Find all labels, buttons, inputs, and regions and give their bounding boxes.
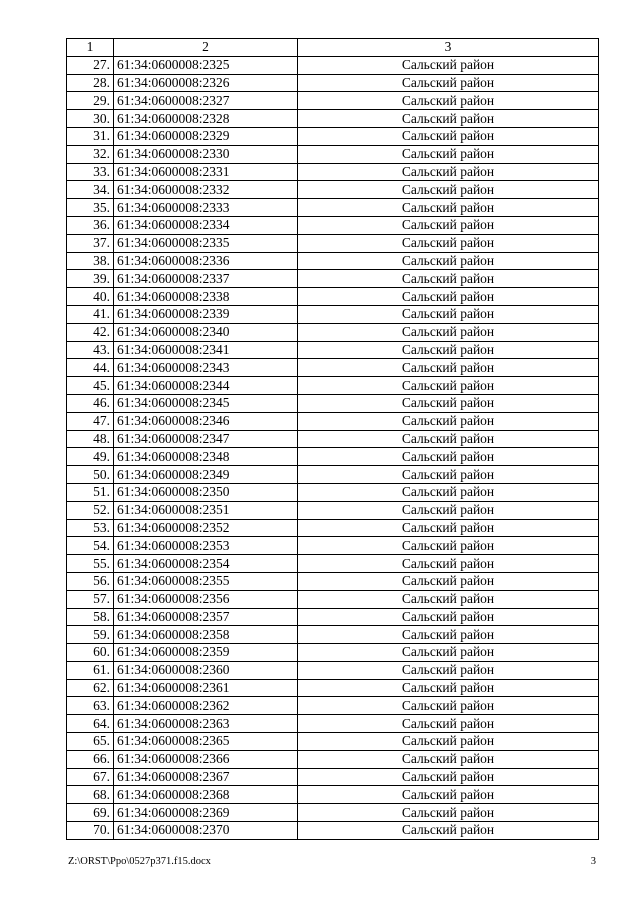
footer-file-path: Z:\ORST\Ppo\0527p371.f15.docx [68,856,211,867]
table-row [67,181,599,199]
cadastral-number: 61:34:0600008:2359 [114,644,298,662]
table-row [67,216,599,234]
header-col-3: 3 [298,39,599,57]
table-row [67,56,599,74]
region-name: Сальский район [298,715,599,733]
cadastral-number: 61:34:0600008:2353 [114,537,298,555]
cadastral-number: 61:34:0600008:2336 [114,252,298,270]
cadastral-number: 61:34:0600008:2327 [114,92,298,110]
region-name: Сальский район [298,822,599,840]
table-row [67,715,599,733]
header-col-2: 2 [114,39,298,57]
row-number: 51. [67,483,114,501]
region-name: Сальский район [298,163,599,181]
region-name: Сальский район [298,412,599,430]
table-row [67,234,599,252]
region-name: Сальский район [298,448,599,466]
cadastral-number: 61:34:0600008:2352 [114,519,298,537]
row-number: 58. [67,608,114,626]
region-name: Сальский район [298,626,599,644]
region-name: Сальский район [298,661,599,679]
table-row [67,199,599,217]
region-name: Сальский район [298,537,599,555]
table-row [67,679,599,697]
region-name: Сальский район [298,234,599,252]
region-name: Сальский район [298,341,599,359]
cadastral-number: 61:34:0600008:2358 [114,626,298,644]
header-row [67,39,599,57]
row-number: 29. [67,92,114,110]
cadastral-number: 61:34:0600008:2365 [114,733,298,751]
row-number: 68. [67,786,114,804]
cadastral-number: 61:34:0600008:2332 [114,181,298,199]
cadastral-number: 61:34:0600008:2333 [114,199,298,217]
cadastral-number: 61:34:0600008:2354 [114,555,298,573]
region-name: Сальский район [298,644,599,662]
table-row [67,466,599,484]
region-name: Сальский район [298,74,599,92]
row-number: 56. [67,572,114,590]
region-name: Сальский район [298,786,599,804]
table-row [67,608,599,626]
cadastral-number: 61:34:0600008:2334 [114,216,298,234]
region-name: Сальский район [298,733,599,751]
region-name: Сальский район [298,252,599,270]
row-number: 45. [67,377,114,395]
region-name: Сальский район [298,145,599,163]
row-number: 42. [67,323,114,341]
region-name: Сальский район [298,394,599,412]
table-row [67,750,599,768]
table-row [67,555,599,573]
cadastral-number: 61:34:0600008:2331 [114,163,298,181]
table-row [67,110,599,128]
row-number: 28. [67,74,114,92]
table-row [67,252,599,270]
cadastral-number: 61:34:0600008:2350 [114,483,298,501]
row-number: 62. [67,679,114,697]
region-name: Сальский район [298,288,599,306]
region-name: Сальский район [298,110,599,128]
cadastral-number: 61:34:0600008:2356 [114,590,298,608]
region-name: Сальский район [298,181,599,199]
cadastral-number: 61:34:0600008:2363 [114,715,298,733]
row-number: 54. [67,537,114,555]
row-number: 41. [67,305,114,323]
cadastral-number: 61:34:0600008:2326 [114,74,298,92]
region-name: Сальский район [298,305,599,323]
cadastral-number: 61:34:0600008:2348 [114,448,298,466]
row-number: 70. [67,822,114,840]
cadastral-number: 61:34:0600008:2346 [114,412,298,430]
cadastral-number: 61:34:0600008:2355 [114,572,298,590]
cadastral-number: 61:34:0600008:2344 [114,377,298,395]
region-name: Сальский район [298,216,599,234]
region-name: Сальский район [298,377,599,395]
row-number: 39. [67,270,114,288]
cadastral-number: 61:34:0600008:2370 [114,822,298,840]
row-number: 35. [67,199,114,217]
region-name: Сальский район [298,804,599,822]
row-number: 59. [67,626,114,644]
row-number: 31. [67,127,114,145]
header-col-1: 1 [67,39,114,57]
row-number: 52. [67,501,114,519]
cadastral-number: 61:34:0600008:2330 [114,145,298,163]
table-row [67,92,599,110]
row-number: 33. [67,163,114,181]
cadastral-number: 61:34:0600008:2325 [114,56,298,74]
table-row [67,288,599,306]
cadastral-number: 61:34:0600008:2340 [114,323,298,341]
cadastral-number: 61:34:0600008:2343 [114,359,298,377]
row-number: 32. [67,145,114,163]
cadastral-number: 61:34:0600008:2337 [114,270,298,288]
cadastral-number: 61:34:0600008:2349 [114,466,298,484]
footer-page-number: 3 [590,856,596,867]
table-body [67,56,599,839]
region-name: Сальский район [298,679,599,697]
row-number: 27. [67,56,114,74]
table-row [67,697,599,715]
cadastral-number: 61:34:0600008:2351 [114,501,298,519]
row-number: 37. [67,234,114,252]
table-row [67,768,599,786]
table-row [67,394,599,412]
table-row [67,412,599,430]
row-number: 44. [67,359,114,377]
cadastral-number: 61:34:0600008:2329 [114,127,298,145]
row-number: 49. [67,448,114,466]
row-number: 69. [67,804,114,822]
region-name: Сальский район [298,430,599,448]
region-name: Сальский район [298,483,599,501]
region-name: Сальский район [298,92,599,110]
table-row [67,359,599,377]
row-number: 55. [67,555,114,573]
table-row [67,163,599,181]
region-name: Сальский район [298,270,599,288]
row-number: 36. [67,216,114,234]
row-number: 61. [67,661,114,679]
table-row [67,430,599,448]
table-row [67,145,599,163]
table-row [67,519,599,537]
table-row [67,74,599,92]
table-row [67,822,599,840]
table-row [67,626,599,644]
region-name: Сальский район [298,127,599,145]
table-row [67,733,599,751]
cadastral-number: 61:34:0600008:2345 [114,394,298,412]
table-row [67,537,599,555]
row-number: 57. [67,590,114,608]
region-name: Сальский район [298,572,599,590]
cadastral-number: 61:34:0600008:2357 [114,608,298,626]
cadastral-number: 61:34:0600008:2339 [114,305,298,323]
row-number: 48. [67,430,114,448]
row-number: 30. [67,110,114,128]
table-row [67,448,599,466]
cadastral-number: 61:34:0600008:2328 [114,110,298,128]
cadastral-number: 61:34:0600008:2341 [114,341,298,359]
region-name: Сальский район [298,466,599,484]
table-row [67,305,599,323]
parcel-table [66,38,599,840]
row-number: 47. [67,412,114,430]
region-name: Сальский район [298,768,599,786]
cadastral-number: 61:34:0600008:2369 [114,804,298,822]
table-row [67,804,599,822]
table-row [67,572,599,590]
region-name: Сальский район [298,697,599,715]
table-row [67,341,599,359]
table-row [67,501,599,519]
table-row [67,786,599,804]
row-number: 63. [67,697,114,715]
table-row [67,590,599,608]
row-number: 67. [67,768,114,786]
region-name: Сальский район [298,323,599,341]
row-number: 40. [67,288,114,306]
row-number: 60. [67,644,114,662]
cadastral-number: 61:34:0600008:2338 [114,288,298,306]
cadastral-number: 61:34:0600008:2360 [114,661,298,679]
cadastral-number: 61:34:0600008:2361 [114,679,298,697]
row-number: 53. [67,519,114,537]
row-number: 38. [67,252,114,270]
row-number: 65. [67,733,114,751]
table-row [67,483,599,501]
region-name: Сальский район [298,56,599,74]
row-number: 50. [67,466,114,484]
region-name: Сальский район [298,501,599,519]
table-header [67,39,599,57]
table-row [67,323,599,341]
region-name: Сальский район [298,199,599,217]
row-number: 34. [67,181,114,199]
row-number: 43. [67,341,114,359]
region-name: Сальский район [298,519,599,537]
region-name: Сальский район [298,555,599,573]
region-name: Сальский район [298,608,599,626]
table-row [67,127,599,145]
cadastral-number: 61:34:0600008:2368 [114,786,298,804]
cadastral-number: 61:34:0600008:2367 [114,768,298,786]
table-row [67,270,599,288]
cadastral-number: 61:34:0600008:2347 [114,430,298,448]
row-number: 46. [67,394,114,412]
table-row [67,661,599,679]
cadastral-number: 61:34:0600008:2362 [114,697,298,715]
row-number: 64. [67,715,114,733]
row-number: 66. [67,750,114,768]
region-name: Сальский район [298,590,599,608]
cadastral-number: 61:34:0600008:2366 [114,750,298,768]
table-row [67,644,599,662]
region-name: Сальский район [298,750,599,768]
region-name: Сальский район [298,359,599,377]
cadastral-number: 61:34:0600008:2335 [114,234,298,252]
table-row [67,377,599,395]
